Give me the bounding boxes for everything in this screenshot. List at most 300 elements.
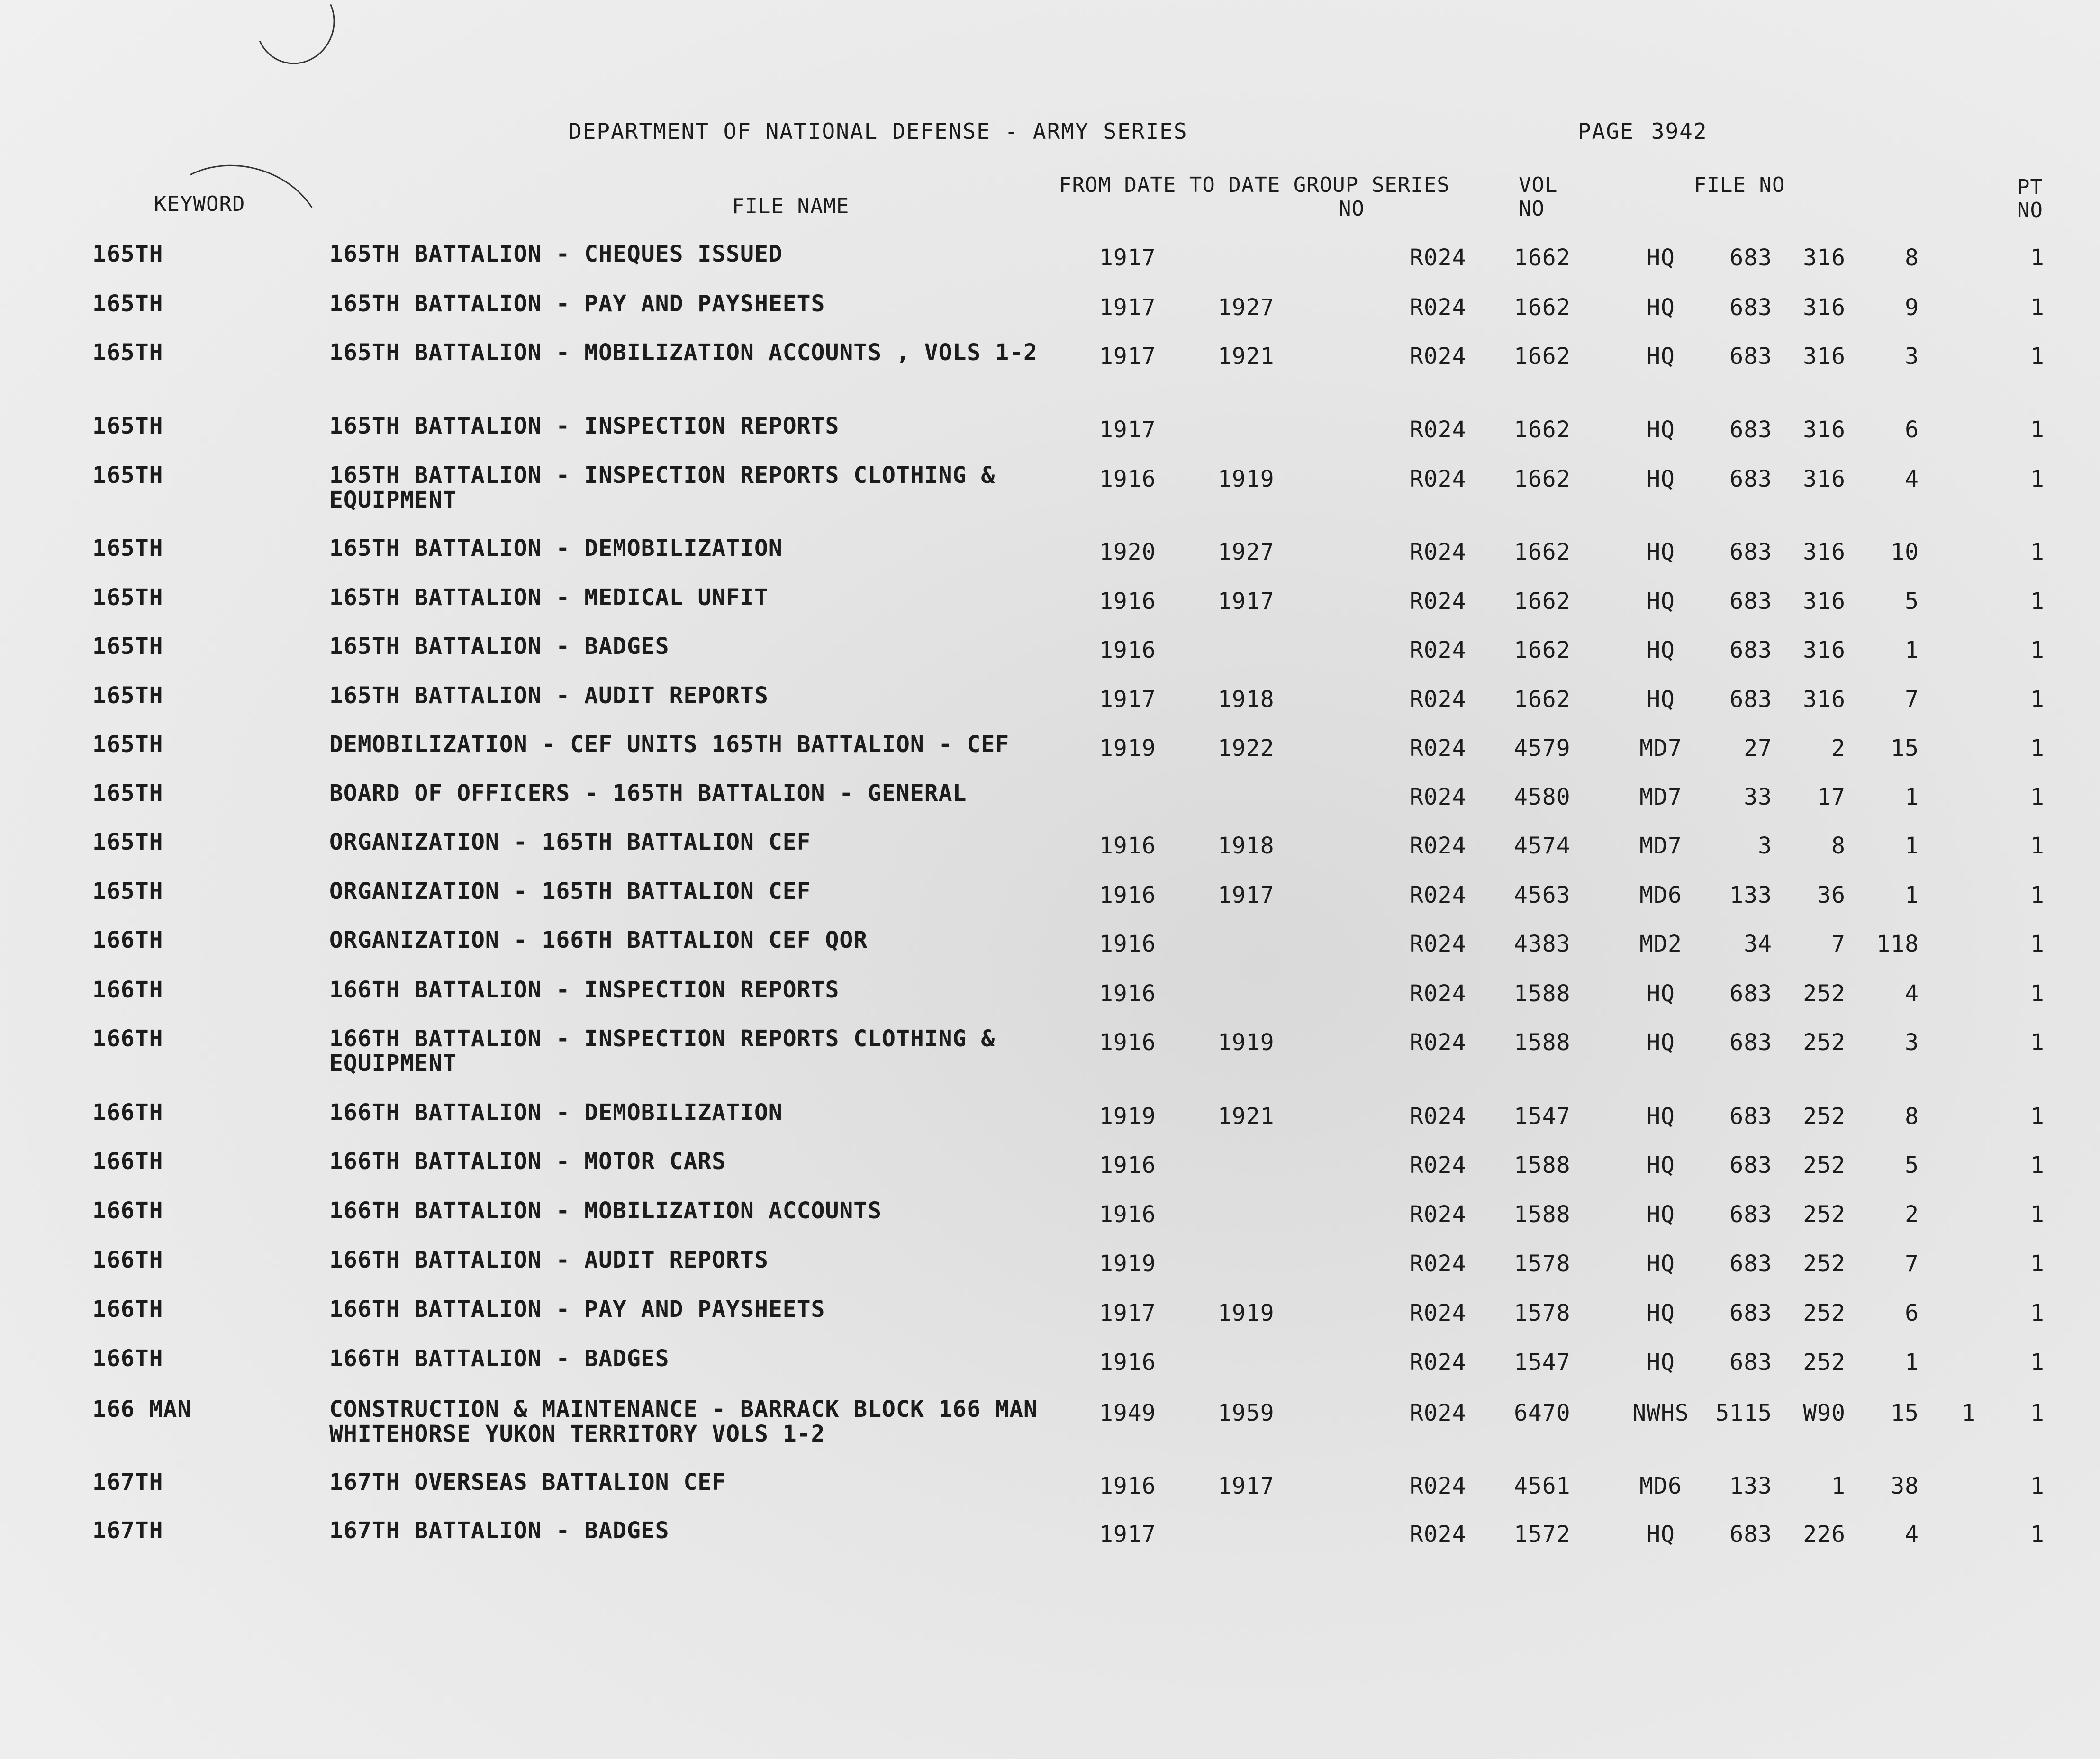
col-vol-no-header: NO xyxy=(1519,197,1545,221)
table-row xyxy=(0,291,2100,341)
file-no-part3-cell: 5 xyxy=(1905,588,1919,615)
table-row xyxy=(0,634,2100,683)
part-no-cell: 1 xyxy=(2030,931,2045,957)
from-date-cell: 1916 xyxy=(1099,1473,1156,1499)
file-no-part3-cell: 118 xyxy=(1876,931,1919,957)
from-date-cell: 1919 xyxy=(1099,1103,1156,1130)
file-location-cell: HQ xyxy=(1647,417,1675,443)
file-no-part1-cell: 683 xyxy=(1729,1251,1772,1277)
volume-no-cell: 1662 xyxy=(1514,686,1571,713)
from-date-cell: 1917 xyxy=(1099,294,1156,321)
file-name-cell: 166TH BATTALION - AUDIT REPORTS xyxy=(329,1247,769,1273)
file-no-part2-cell: 8 xyxy=(1831,833,1846,859)
to-date-cell: 1917 xyxy=(1218,588,1275,615)
keyword-cell: 165TH xyxy=(92,339,163,366)
volume-no-cell: 4579 xyxy=(1514,735,1571,762)
keyword-cell: 165TH xyxy=(92,535,163,562)
file-no-part2-cell: W90 xyxy=(1803,1400,1846,1426)
from-date-cell: 1919 xyxy=(1099,1251,1156,1277)
part-no-cell: 1 xyxy=(2030,417,2045,443)
file-name-cell: CONSTRUCTION & MAINTENANCE - BARRACK BLOCK 166 MAN WHITEHORSE YUKON TERRITORY VOLS 1-2 xyxy=(329,1396,1038,1447)
volume-no-cell: 1662 xyxy=(1514,466,1571,492)
to-date-cell: 1927 xyxy=(1218,539,1275,565)
series-cell: R024 xyxy=(1410,466,1466,492)
keyword-cell: 166TH xyxy=(92,1247,163,1273)
series-cell: R024 xyxy=(1410,343,1466,370)
series-cell: R024 xyxy=(1410,1103,1466,1130)
volume-no-cell: 1588 xyxy=(1514,980,1571,1007)
file-no-part2-cell: 252 xyxy=(1803,1103,1846,1130)
file-name-cell: 165TH BATTALION - MOBILIZATION ACCOUNTS , VOLS 1-2 xyxy=(329,339,1038,366)
file-no-part2-cell: 316 xyxy=(1803,588,1846,615)
file-no-part1-cell: 33 xyxy=(1744,784,1772,810)
to-date-cell: 1927 xyxy=(1218,294,1275,321)
file-location-cell: HQ xyxy=(1647,294,1675,321)
page-number: 3942 xyxy=(1651,118,1708,144)
file-location-cell: HQ xyxy=(1647,1521,1675,1548)
from-date-cell: 1916 xyxy=(1099,1349,1156,1376)
volume-no-cell: 1588 xyxy=(1514,1029,1571,1056)
file-name-cell: DEMOBILIZATION - CEF UNITS 165TH BATTALION - CEF xyxy=(329,731,1010,758)
pen-mark xyxy=(244,0,346,75)
file-no-part1-cell: 683 xyxy=(1729,1521,1772,1548)
keyword-cell: 165TH xyxy=(92,584,163,611)
file-no-part1-cell: 3 xyxy=(1758,833,1772,859)
keyword-cell: 166TH xyxy=(92,1197,163,1224)
keyword-cell: 166TH xyxy=(92,1148,163,1175)
table-row xyxy=(0,1470,2100,1519)
file-location-cell: HQ xyxy=(1647,1251,1675,1277)
file-no-part3-cell: 9 xyxy=(1905,294,1919,321)
file-no-part4-cell: 1 xyxy=(1962,1400,1976,1426)
file-no-part2-cell: 252 xyxy=(1803,1300,1846,1326)
file-name-cell: 166TH BATTALION - MOBILIZATION ACCOUNTS xyxy=(329,1197,882,1224)
volume-no-cell: 1662 xyxy=(1514,539,1571,565)
from-date-cell: 1920 xyxy=(1099,539,1156,565)
series-cell: R024 xyxy=(1410,1201,1466,1228)
file-name-cell: ORGANIZATION - 165TH BATTALION CEF xyxy=(329,878,811,905)
series-cell: R024 xyxy=(1410,686,1466,713)
document-title: DEPARTMENT OF NATIONAL DEFENSE - ARMY SERIES xyxy=(569,118,1188,144)
page-label: PAGE xyxy=(1578,118,1634,144)
file-name-cell: 166TH BATTALION - DEMOBILIZATION xyxy=(329,1099,783,1126)
file-no-part2-cell: 7 xyxy=(1831,931,1846,957)
to-date-cell: 1918 xyxy=(1218,833,1275,859)
volume-no-cell: 1578 xyxy=(1514,1251,1571,1277)
from-date-cell: 1916 xyxy=(1099,882,1156,908)
keyword-cell: 165TH xyxy=(92,878,163,905)
from-date-cell: 1917 xyxy=(1099,1300,1156,1326)
part-no-cell: 1 xyxy=(2030,1251,2045,1277)
part-no-cell: 1 xyxy=(2030,882,2045,908)
table-row xyxy=(0,1248,2100,1297)
series-cell: R024 xyxy=(1410,294,1466,321)
keyword-cell: 166TH xyxy=(92,1345,163,1372)
file-no-part2-cell: 316 xyxy=(1803,417,1846,443)
file-no-part3-cell: 15 xyxy=(1891,1400,1919,1426)
col-file-name-header: FILE NAME xyxy=(732,194,850,218)
file-no-part3-cell: 38 xyxy=(1891,1473,1919,1499)
from-date-cell: 1916 xyxy=(1099,637,1156,663)
file-no-part1-cell: 5115 xyxy=(1715,1400,1772,1426)
file-location-cell: HQ xyxy=(1647,588,1675,615)
volume-no-cell: 4383 xyxy=(1514,931,1571,957)
keyword-cell: 166TH xyxy=(92,1296,163,1323)
part-no-cell: 1 xyxy=(2030,735,2045,762)
volume-no-cell: 4580 xyxy=(1514,784,1571,810)
table-row xyxy=(0,978,2100,1027)
to-date-cell: 1922 xyxy=(1218,735,1275,762)
table-row xyxy=(0,536,2100,585)
series-cell: R024 xyxy=(1410,417,1466,443)
file-no-part3-cell: 1 xyxy=(1905,833,1919,859)
col-vol-header: VOL xyxy=(1519,173,1558,197)
file-no-part1-cell: 683 xyxy=(1729,294,1772,321)
file-location-cell: HQ xyxy=(1647,1300,1675,1326)
volume-no-cell: 4563 xyxy=(1514,882,1571,908)
part-no-cell: 1 xyxy=(2030,539,2045,565)
series-cell: R024 xyxy=(1410,931,1466,957)
file-no-part2-cell: 252 xyxy=(1803,1029,1846,1056)
file-no-part2-cell: 316 xyxy=(1803,686,1846,713)
from-date-cell: 1916 xyxy=(1099,588,1156,615)
volume-no-cell: 1662 xyxy=(1514,343,1571,370)
keyword-cell: 166 MAN xyxy=(92,1396,192,1423)
file-location-cell: HQ xyxy=(1647,980,1675,1007)
series-cell: R024 xyxy=(1410,1251,1466,1277)
col-file-no-header: FILE NO xyxy=(1694,173,1785,197)
table-row xyxy=(0,1397,2100,1446)
file-no-part1-cell: 683 xyxy=(1729,637,1772,663)
file-name-cell: 166TH BATTALION - INSPECTION REPORTS CLOTHING & EQUIPMENT xyxy=(329,1025,996,1077)
file-no-part2-cell: 1 xyxy=(1831,1473,1846,1499)
keyword-cell: 167TH xyxy=(92,1469,163,1496)
file-name-cell: 166TH BATTALION - INSPECTION REPORTS xyxy=(329,977,840,1003)
file-name-cell: ORGANIZATION - 165TH BATTALION CEF xyxy=(329,829,811,855)
table-row xyxy=(0,732,2100,781)
file-name-cell: 165TH BATTALION - INSPECTION REPORTS xyxy=(329,413,840,439)
file-no-part1-cell: 683 xyxy=(1729,417,1772,443)
file-no-part1-cell: 683 xyxy=(1729,1300,1772,1326)
part-no-cell: 1 xyxy=(2030,343,2045,370)
to-date-cell: 1919 xyxy=(1218,466,1275,492)
file-location-cell: HQ xyxy=(1647,245,1675,271)
from-date-cell: 1916 xyxy=(1099,833,1156,859)
part-no-cell: 1 xyxy=(2030,294,2045,321)
file-name-cell: 165TH BATTALION - DEMOBILIZATION xyxy=(329,535,783,562)
file-location-cell: MD7 xyxy=(1639,784,1682,810)
series-cell: R024 xyxy=(1410,588,1466,615)
file-no-part3-cell: 3 xyxy=(1905,1029,1919,1056)
from-date-cell: 1917 xyxy=(1099,686,1156,713)
file-no-part1-cell: 683 xyxy=(1729,588,1772,615)
volume-no-cell: 1578 xyxy=(1514,1300,1571,1326)
part-no-cell: 1 xyxy=(2030,833,2045,859)
file-no-part3-cell: 2 xyxy=(1905,1201,1919,1228)
table-row xyxy=(0,1297,2100,1346)
from-date-cell: 1916 xyxy=(1099,980,1156,1007)
to-date-cell: 1921 xyxy=(1218,1103,1275,1130)
part-no-cell: 1 xyxy=(2030,637,2045,663)
table-row xyxy=(0,928,2100,977)
file-no-part3-cell: 5 xyxy=(1905,1152,1919,1179)
keyword-cell: 165TH xyxy=(92,780,163,807)
file-no-part1-cell: 27 xyxy=(1744,735,1772,762)
to-date-cell: 1917 xyxy=(1218,882,1275,908)
from-date-cell: 1916 xyxy=(1099,1152,1156,1179)
file-location-cell: HQ xyxy=(1647,686,1675,713)
file-no-part3-cell: 1 xyxy=(1905,784,1919,810)
file-name-cell: 165TH BATTALION - BADGES xyxy=(329,633,670,660)
keyword-cell: 165TH xyxy=(92,290,163,317)
file-no-part2-cell: 2 xyxy=(1831,735,1846,762)
file-name-cell: BOARD OF OFFICERS - 165TH BATTALION - GENERAL xyxy=(329,780,967,807)
keyword-cell: 165TH xyxy=(92,462,163,489)
part-no-cell: 1 xyxy=(2030,1473,2045,1499)
keyword-cell: 166TH xyxy=(92,1099,163,1126)
file-location-cell: MD2 xyxy=(1639,931,1682,957)
file-no-part3-cell: 6 xyxy=(1905,1300,1919,1326)
file-no-part1-cell: 683 xyxy=(1729,1201,1772,1228)
file-no-part2-cell: 316 xyxy=(1803,466,1846,492)
file-name-cell: 167TH OVERSEAS BATTALION CEF xyxy=(329,1469,726,1496)
volume-no-cell: 1588 xyxy=(1514,1152,1571,1179)
file-no-part3-cell: 4 xyxy=(1905,466,1919,492)
file-no-part2-cell: 252 xyxy=(1803,980,1846,1007)
file-location-cell: HQ xyxy=(1647,539,1675,565)
col-keyword-header: KEYWORD xyxy=(154,192,245,216)
series-cell: R024 xyxy=(1410,833,1466,859)
file-no-part2-cell: 252 xyxy=(1803,1201,1846,1228)
series-cell: R024 xyxy=(1410,637,1466,663)
file-name-cell: 165TH BATTALION - MEDICAL UNFIT xyxy=(329,584,769,611)
file-name-cell: 166TH BATTALION - MOTOR CARS xyxy=(329,1148,726,1175)
part-no-cell: 1 xyxy=(2030,588,2045,615)
file-no-part3-cell: 6 xyxy=(1905,417,1919,443)
table-row xyxy=(0,414,2100,463)
volume-no-cell: 1662 xyxy=(1514,637,1571,663)
from-date-cell: 1917 xyxy=(1099,343,1156,370)
file-location-cell: HQ xyxy=(1647,1349,1675,1376)
file-no-part3-cell: 8 xyxy=(1905,1103,1919,1130)
file-no-part2-cell: 316 xyxy=(1803,245,1846,271)
table-row xyxy=(0,463,2100,512)
series-cell: R024 xyxy=(1410,784,1466,810)
file-no-part3-cell: 15 xyxy=(1891,735,1919,762)
table-row xyxy=(0,340,2100,390)
to-date-cell: 1959 xyxy=(1218,1400,1275,1426)
file-location-cell: HQ xyxy=(1647,343,1675,370)
keyword-cell: 167TH xyxy=(92,1517,163,1544)
keyword-cell: 165TH xyxy=(92,829,163,855)
file-no-part2-cell: 226 xyxy=(1803,1521,1846,1548)
volume-no-cell: 6470 xyxy=(1514,1400,1571,1426)
series-cell: R024 xyxy=(1410,245,1466,271)
volume-no-cell: 1662 xyxy=(1514,417,1571,443)
file-no-part2-cell: 252 xyxy=(1803,1349,1846,1376)
file-no-part3-cell: 1 xyxy=(1905,1349,1919,1376)
table-row xyxy=(0,585,2100,635)
file-no-part1-cell: 683 xyxy=(1729,1152,1772,1179)
table-row xyxy=(0,1026,2100,1076)
file-no-part3-cell: 1 xyxy=(1905,882,1919,908)
keyword-cell: 166TH xyxy=(92,927,163,953)
file-location-cell: NWHS xyxy=(1632,1400,1689,1426)
volume-no-cell: 1588 xyxy=(1514,1201,1571,1228)
file-no-part2-cell: 17 xyxy=(1817,784,1846,810)
part-no-cell: 1 xyxy=(2030,466,2045,492)
series-cell: R024 xyxy=(1410,1029,1466,1056)
series-cell: R024 xyxy=(1410,1152,1466,1179)
file-name-cell: 165TH BATTALION - PAY AND PAYSHEETS xyxy=(329,290,825,317)
series-cell: R024 xyxy=(1410,735,1466,762)
to-date-cell: 1921 xyxy=(1218,343,1275,370)
from-date-cell: 1916 xyxy=(1099,466,1156,492)
file-no-part1-cell: 683 xyxy=(1729,245,1772,271)
keyword-cell: 165TH xyxy=(92,633,163,660)
file-no-part2-cell: 316 xyxy=(1803,539,1846,565)
table-row xyxy=(0,1149,2100,1198)
file-no-part1-cell: 34 xyxy=(1744,931,1772,957)
series-cell: R024 xyxy=(1410,980,1466,1007)
part-no-cell: 1 xyxy=(2030,1400,2045,1426)
table-row xyxy=(0,1198,2100,1248)
to-date-cell: 1919 xyxy=(1218,1029,1275,1056)
part-no-cell: 1 xyxy=(2030,980,2045,1007)
file-no-part3-cell: 4 xyxy=(1905,1521,1919,1548)
col-dates-group-series-header: FROM DATE TO DATE GROUP SERIES xyxy=(1059,173,1450,197)
part-no-cell: 1 xyxy=(2030,1521,2045,1548)
series-cell: R024 xyxy=(1410,539,1466,565)
file-name-cell: 165TH BATTALION - INSPECTION REPORTS CLOTHING & EQUIPMENT xyxy=(329,462,996,513)
file-name-cell: 165TH BATTALION - AUDIT REPORTS xyxy=(329,682,769,709)
part-no-cell: 1 xyxy=(2030,1300,2045,1326)
file-no-part1-cell: 683 xyxy=(1729,1103,1772,1130)
file-no-part3-cell: 7 xyxy=(1905,1251,1919,1277)
series-cell: R024 xyxy=(1410,1300,1466,1326)
volume-no-cell: 1662 xyxy=(1514,245,1571,271)
keyword-cell: 166TH xyxy=(92,1025,163,1052)
file-name-cell: 167TH BATTALION - BADGES xyxy=(329,1517,670,1544)
from-date-cell: 1916 xyxy=(1099,1201,1156,1228)
file-location-cell: MD6 xyxy=(1639,1473,1682,1499)
col-group-no-header: NO xyxy=(1339,197,1365,221)
file-no-part3-cell: 4 xyxy=(1905,980,1919,1007)
file-name-cell: 165TH BATTALION - CHEQUES ISSUED xyxy=(329,241,783,267)
series-cell: R024 xyxy=(1410,1521,1466,1548)
table-row xyxy=(0,683,2100,733)
file-no-part2-cell: 36 xyxy=(1817,882,1846,908)
part-no-cell: 1 xyxy=(2030,1349,2045,1376)
file-no-part1-cell: 133 xyxy=(1729,1473,1772,1499)
from-date-cell: 1917 xyxy=(1099,1521,1156,1548)
from-date-cell: 1919 xyxy=(1099,735,1156,762)
keyword-cell: 165TH xyxy=(92,731,163,758)
file-no-part3-cell: 7 xyxy=(1905,686,1919,713)
series-cell: R024 xyxy=(1410,1400,1466,1426)
file-name-cell: ORGANIZATION - 166TH BATTALION CEF QOR xyxy=(329,927,868,953)
file-no-part1-cell: 133 xyxy=(1729,882,1772,908)
file-location-cell: HQ xyxy=(1647,1029,1675,1056)
from-date-cell: 1949 xyxy=(1099,1400,1156,1426)
volume-no-cell: 4561 xyxy=(1514,1473,1571,1499)
file-location-cell: HQ xyxy=(1647,1152,1675,1179)
from-date-cell: 1917 xyxy=(1099,417,1156,443)
volume-no-cell: 4574 xyxy=(1514,833,1571,859)
file-no-part3-cell: 10 xyxy=(1891,539,1919,565)
part-no-cell: 1 xyxy=(2030,1029,2045,1056)
table-row xyxy=(0,1346,2100,1396)
file-location-cell: HQ xyxy=(1647,1201,1675,1228)
table-row xyxy=(0,1518,2100,1568)
part-no-cell: 1 xyxy=(2030,784,2045,810)
volume-no-cell: 1547 xyxy=(1514,1349,1571,1376)
table-row xyxy=(0,781,2100,830)
file-no-part1-cell: 683 xyxy=(1729,686,1772,713)
file-no-part1-cell: 683 xyxy=(1729,1349,1772,1376)
series-cell: R024 xyxy=(1410,1473,1466,1499)
file-name-cell: 166TH BATTALION - BADGES xyxy=(329,1345,670,1372)
file-no-part2-cell: 316 xyxy=(1803,294,1846,321)
col-pt-header: PT xyxy=(2017,175,2043,199)
page-indicator xyxy=(1578,118,1708,144)
file-no-part3-cell: 3 xyxy=(1905,343,1919,370)
file-name-cell: 166TH BATTALION - PAY AND PAYSHEETS xyxy=(329,1296,825,1323)
table-row xyxy=(0,1100,2100,1150)
file-no-part2-cell: 316 xyxy=(1803,637,1846,663)
file-no-part1-cell: 683 xyxy=(1729,539,1772,565)
keyword-cell: 165TH xyxy=(92,682,163,709)
to-date-cell: 1917 xyxy=(1218,1473,1275,1499)
table-row xyxy=(0,830,2100,879)
file-no-part1-cell: 683 xyxy=(1729,343,1772,370)
file-no-part3-cell: 1 xyxy=(1905,637,1919,663)
volume-no-cell: 1662 xyxy=(1514,588,1571,615)
part-no-cell: 1 xyxy=(2030,1201,2045,1228)
keyword-cell: 165TH xyxy=(92,241,163,267)
part-no-cell: 1 xyxy=(2030,245,2045,271)
keyword-cell: 165TH xyxy=(92,413,163,439)
part-no-cell: 1 xyxy=(2030,1103,2045,1130)
series-cell: R024 xyxy=(1410,1349,1466,1376)
from-date-cell: 1916 xyxy=(1099,931,1156,957)
file-no-part2-cell: 252 xyxy=(1803,1251,1846,1277)
part-no-cell: 1 xyxy=(2030,1152,2045,1179)
from-date-cell: 1917 xyxy=(1099,245,1156,271)
col-pt-no-header: NO xyxy=(2017,198,2043,222)
to-date-cell: 1919 xyxy=(1218,1300,1275,1326)
volume-no-cell: 1572 xyxy=(1514,1521,1571,1548)
to-date-cell: 1918 xyxy=(1218,686,1275,713)
file-location-cell: HQ xyxy=(1647,466,1675,492)
table-row xyxy=(0,879,2100,928)
volume-no-cell: 1547 xyxy=(1514,1103,1571,1130)
series-cell: R024 xyxy=(1410,882,1466,908)
volume-no-cell: 1662 xyxy=(1514,294,1571,321)
file-no-part2-cell: 316 xyxy=(1803,343,1846,370)
file-location-cell: MD6 xyxy=(1639,882,1682,908)
file-no-part1-cell: 683 xyxy=(1729,1029,1772,1056)
file-no-part3-cell: 8 xyxy=(1905,245,1919,271)
file-no-part2-cell: 252 xyxy=(1803,1152,1846,1179)
file-no-part1-cell: 683 xyxy=(1729,466,1772,492)
keyword-cell: 166TH xyxy=(92,977,163,1003)
file-location-cell: MD7 xyxy=(1639,833,1682,859)
from-date-cell: 1916 xyxy=(1099,1029,1156,1056)
table-row xyxy=(0,242,2100,291)
file-location-cell: HQ xyxy=(1647,637,1675,663)
part-no-cell: 1 xyxy=(2030,686,2045,713)
